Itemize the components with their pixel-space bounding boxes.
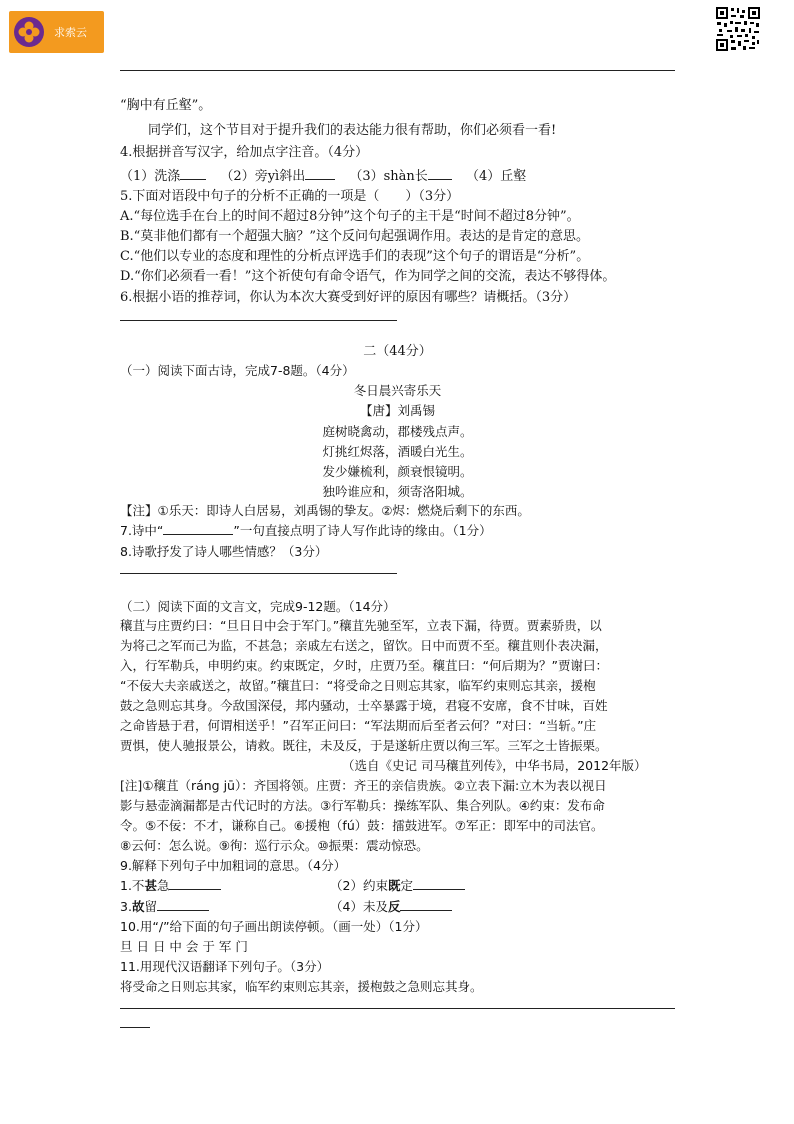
poem-line-1: 庭树晓禽动，郡楼残点声。 <box>322 424 473 439</box>
classical-line-7: 贾惧，使人驰报景公，请救。既往，未及反，于是遂斩庄贾以徇三军。三军之士皆振栗。 <box>120 738 608 753</box>
q9-item-3: 3.故留 <box>120 898 209 916</box>
s1-line2: 同学们，这个节目对于提升我们的表达能力很有帮助，你们必须看一看! <box>148 123 557 138</box>
q4-blank-2[interactable] <box>305 167 335 180</box>
q9-blank-4[interactable] <box>400 898 452 911</box>
poem-note: 【注】①乐天：即诗人白居易，刘禹锡的挚友。②烬：燃烧后剩下的东西。 <box>120 503 530 518</box>
q9-blank-2[interactable] <box>413 877 465 890</box>
logo-flower-icon <box>14 17 44 47</box>
q6-answer-line[interactable] <box>120 320 397 321</box>
qr-code-icon <box>715 6 761 52</box>
q11-title: 11.用现代汉语翻译下列句子。（3分） <box>120 959 330 974</box>
q7-blank[interactable] <box>163 522 233 535</box>
q4-item-1: （1）洗涤 <box>120 169 181 184</box>
q8-title: 8.诗歌抒发了诗人哪些情感？（3分） <box>120 544 328 559</box>
q11-answer-line-2[interactable] <box>120 1027 150 1028</box>
note-line-4: ⑧云何：怎么说。⑨徇：巡行示众。⑩振栗：震动惊恐。 <box>120 838 429 853</box>
q5-option-c: C.“他们以专业的态度和理性的分析点评选手们的表现”这个句子的谓语是“分析”。 <box>120 249 590 264</box>
q10-sentence[interactable]: 旦 日 日 中 会 于 军 门 <box>120 939 248 954</box>
q9-bold-word-1: 甚 <box>144 878 157 893</box>
q4-item-2: （2）旁yì斜出 <box>220 169 306 184</box>
q5-option-b: B.“莫非他们都有一个超强大脑？”这个反问句起强调作用。表达的是肯定的意思。 <box>120 229 589 244</box>
q9-item-2: （2）约束既定 <box>330 877 465 895</box>
classical-line-2: 为将己之军而己为监，不甚急；亲戚左右送之，留饮。日中而贾不至。穰苴则仆表决漏， <box>120 638 608 653</box>
q4-item-4: （4）丘壑 <box>465 169 527 184</box>
q5-option-d: D.“你们必须看一看！”这个祈使句有命令语气，作为同学之间的交流，表达不够得体。 <box>120 269 616 284</box>
poem-line-2: 灯挑红烬落，酒暖白光生。 <box>322 444 473 459</box>
poem-line-3: 发少嫌梳利，颜衰恨镜明。 <box>322 464 473 479</box>
note-line-2: 影与悬壶滴漏都是古代记时的方法。③行军勒兵：操练军队、集合列队。④约束：发布命 <box>120 798 605 813</box>
q4-blank-3[interactable] <box>428 167 452 180</box>
source-citation: （选自《史记 司马穰苴列传》，中华书局，2012年版） <box>342 758 647 773</box>
q8-answer-line[interactable] <box>120 573 397 574</box>
p1-intro: （一）阅读下面古诗，完成7-8题。（4分） <box>120 363 355 378</box>
q7-title <box>120 522 492 540</box>
q9-bold-word-3: 故 <box>131 899 145 914</box>
q5-title: 5.下面对语段中句子的分析不正确的一项是（ ）（3分） <box>120 189 460 204</box>
s1-line1: “胸中有丘壑”。 <box>120 98 212 113</box>
classical-line-1: 穰苴与庄贾约曰：“旦日日中会于军门。”穰苴先驰至军，立表下漏，待贾。贾素骄贵，以 <box>120 618 602 633</box>
header-divider <box>120 70 675 71</box>
q9-item-1: 1.不甚急 <box>120 877 221 895</box>
q9-blank-3[interactable] <box>157 898 209 911</box>
poem-author: 【唐】刘禹锡 <box>359 403 435 418</box>
classical-line-5: 鼓之急则忘其身。今敌国深侵，邦内骚动，士卒暴露于境，君寝不安席，食不甘味，百姓 <box>120 698 608 713</box>
q4-blank-1[interactable] <box>180 167 206 180</box>
note-line-3: 令。⑤不佞：不才，谦称自己。⑥援枹（fú）鼓：擂鼓进军。⑦军正：即军中的司法官。 <box>120 818 604 833</box>
q7-prefix: 7.诗中“ <box>120 523 164 538</box>
classical-line-4: “不佞大夫亲戚送之，故留。”穰苴曰：“将受命之日则忘其家，临军约束则忘其亲，援枹 <box>120 678 596 693</box>
q9-title: 9.解释下列句子中加粗词的意思。（4分） <box>120 858 347 873</box>
q4-title: 4.根据拼音写汉字，给加点字注音。（4分） <box>120 145 369 160</box>
q11-answer-line-1[interactable] <box>120 1008 675 1009</box>
q9-blank-1[interactable] <box>169 877 221 890</box>
q4-item-3: （3）shàn长 <box>349 169 428 184</box>
q9-bold-word-4: 反 <box>387 899 401 914</box>
q4-items <box>120 167 526 186</box>
poem-title: 冬日晨兴寄乐天 <box>353 383 442 398</box>
q9-item-4: （4）未及反 <box>330 898 452 916</box>
classical-line-3: 入，行军勒兵，申明约束。约束既定，夕时，庄贾乃至。穰苴曰：“何后期为？”贾谢曰： <box>120 658 608 673</box>
q7-suffix: ”一句直接点明了诗人写作此诗的缘由。（1分） <box>233 523 492 538</box>
q10-title: 10.用“/”给下面的句子画出朗读停顿。（画一处）（1分） <box>120 919 428 934</box>
part2-title: 二（44分） <box>363 344 432 359</box>
q6-title: 6.根据小语的推荐词，你认为本次大赛受到好评的原因有哪些？请概括。（3分） <box>120 290 577 305</box>
note-line-1: [注]①穰苴（ráng jū）：齐国将领。庄贾：齐王的亲信贵族。②立表下漏:立木为表以视日 <box>120 778 607 793</box>
classical-line-6: 之命皆悬于君，何谓相送乎！”召军正问曰：“军法期而后至者云何？”对曰：“当斩。”庄 <box>120 718 597 733</box>
logo <box>9 11 104 53</box>
logo-text: 求索云 <box>54 26 87 39</box>
q9-bold-word-2: 既 <box>387 878 401 893</box>
q11-sentence: 将受命之日则忘其家，临军约束则忘其亲，援枹鼓之急则忘其身。 <box>120 979 483 994</box>
poem-line-4: 独吟谁应和，须寄洛阳城。 <box>322 484 473 499</box>
p2-intro: （二）阅读下面的文言文，完成9-12题。（14分） <box>120 599 396 614</box>
q5-option-a: A.“每位选手在台上的时间不超过8分钟”这个句子的主干是“时间不超过8分钟”。 <box>120 209 580 224</box>
